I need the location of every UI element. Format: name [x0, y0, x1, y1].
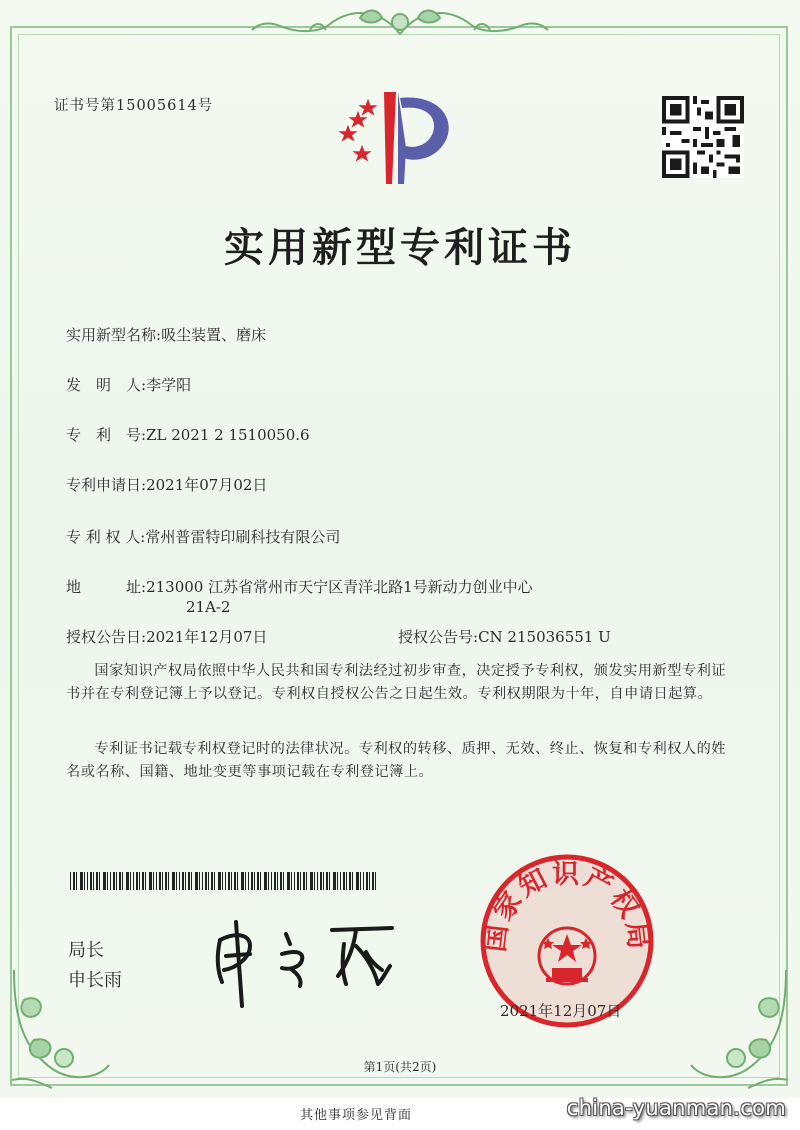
barcode-icon: [70, 872, 380, 890]
certificate-paragraph: 国家知识产权局依照中华人民共和国专利法经过初步审查，决定授予专利权，颁发实用新型专利证书并在专利登记簿上予以登记。专利权自授权公告之日起生效。专利权期限为十年，自申请日起算。: [66, 663, 726, 702]
top-ornament-icon: [250, 4, 550, 48]
field-label: 地 址:: [66, 578, 147, 596]
field-value: 常州普雷特印刷科技有限公司: [145, 528, 341, 546]
director-signature-icon: [206, 910, 406, 1010]
field-label: 实用新型名称:: [66, 326, 162, 344]
field-value: CN 215036551 U: [478, 628, 611, 646]
certificate-number: 证书号第15005614号: [54, 98, 214, 114]
director-name: 申长雨: [68, 970, 122, 991]
site-watermark: china-yuanman.com: [566, 1096, 786, 1120]
field-value: 213000 江苏省常州市天宁区青洋北路1号新动力创业中心: [146, 578, 533, 596]
inventor-field: [66, 374, 191, 395]
director-title: 局长: [68, 940, 104, 961]
field-value: 2021年07月02日: [146, 476, 268, 494]
field-value: ZL 2021 2 1510050.6: [146, 426, 310, 444]
cnipa-emblem-icon: [328, 88, 468, 188]
patentee-field: [66, 526, 340, 547]
field-value: 2021年12月07日: [146, 628, 268, 646]
field-label: 授权公告号:: [398, 628, 479, 646]
page-number: 第1页(共2页): [363, 1060, 437, 1074]
qr-code-icon: [662, 96, 744, 178]
grant-date-field: [66, 626, 267, 647]
grant-number-field: [398, 626, 611, 647]
certificate-paragraph: 专利证书记载专利权登记时的法律状况。专利权的转移、质押、无效、终止、恢复和专利权人的姓名或名称、国籍、地址变更等事项记载在专利登记簿上。: [66, 741, 726, 780]
field-label: 授权公告日:: [66, 628, 147, 646]
field-label: 专 利 号:: [66, 426, 147, 444]
field-value: 吸尘装置、磨床: [161, 326, 267, 344]
footer-note: 其他事项参见背面: [300, 1108, 413, 1123]
application-date-field: [66, 474, 267, 495]
seal-text: 国家知识产权局: [479, 858, 655, 954]
utility-model-name-field: [66, 324, 266, 345]
field-label: 专 利 权 人:: [66, 528, 146, 546]
certificate-title: 实用新型专利证书: [224, 225, 576, 271]
address-field: [66, 576, 533, 597]
field-value: 李学阳: [146, 376, 192, 394]
field-label: 专利申请日:: [66, 476, 147, 494]
field-label: 发 明 人:: [66, 376, 147, 394]
address-line2: 21A-2: [186, 598, 231, 616]
patent-number-field: [66, 424, 310, 445]
seal-date: 2021年12月07日: [500, 1002, 622, 1020]
